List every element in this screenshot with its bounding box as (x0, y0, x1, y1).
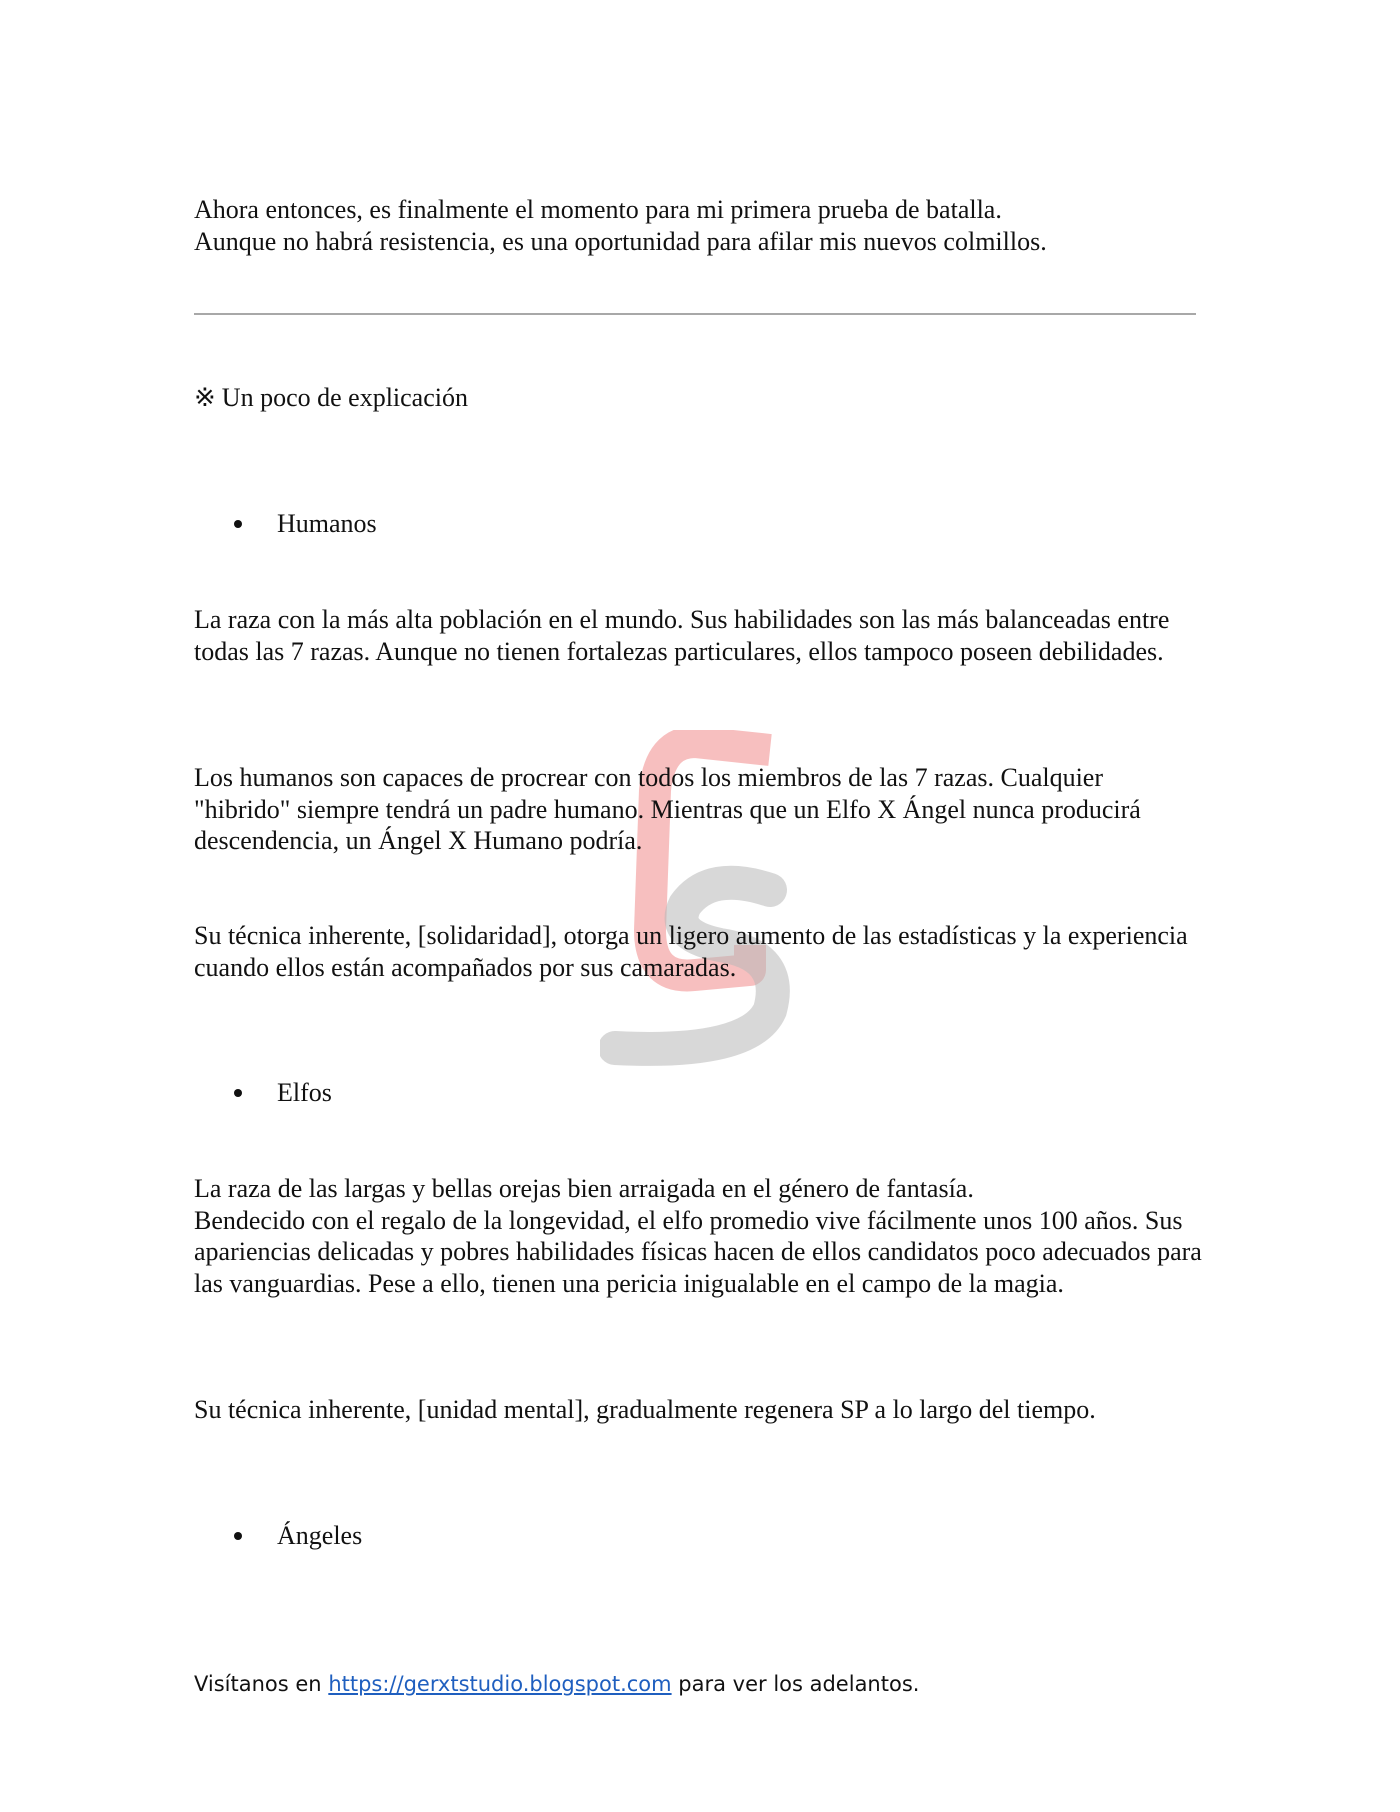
bullet-dot-icon (234, 1532, 242, 1540)
humanos-paragraph-3 (194, 920, 1204, 983)
bullet-dot-icon (234, 1089, 242, 1097)
footer-note (194, 1669, 919, 1699)
bullet-label-angeles: Ángeles (277, 1521, 363, 1550)
footer-suffix: para ver los adelantos. (678, 1672, 920, 1696)
elfos-paragraph-1 (194, 1173, 1204, 1299)
bullet-label-elfos: Elfos (277, 1078, 332, 1107)
intro-paragraph (194, 194, 1204, 257)
elfos-p1-line-2: Bendecido con el regalo de la longevidad, el elfo promedio vive fácilmente unos 100 años. Sus apariencias delicadas y pobres habilidades físicas hacen de ellos candidatos poco adecuados para las vanguardias. Pese a ello, tienen una pericia inigualable en el campo de la magia. (194, 1205, 1202, 1298)
explanation-title: Un poco de explicación (221, 383, 468, 412)
bullet-dot-icon (234, 520, 242, 528)
blog-link[interactable]: https://gerxtstudio.blogspot.com (328, 1672, 672, 1696)
elfos-paragraph-2 (194, 1394, 1204, 1426)
reference-mark-icon: ※ (194, 383, 216, 412)
humanos-p2-text: Los humanos son capaces de procrear con todos los miembros de las 7 razas. Cualquier "hibrido" siempre tendrá un padre humano. Mientras que un Elfo X Ángel nunca producirá descendencia, un Ángel X Humano podría. (194, 763, 1141, 855)
bullet-label-humanos: Humanos (277, 509, 377, 538)
footer-prefix: Visítanos en (194, 1672, 322, 1696)
horizontal-divider (194, 313, 1196, 315)
humanos-p1-text: La raza con la más alta población en el mundo. Sus habilidades son las más balanceadas entre todas las 7 razas. Aunque no tienen fortalezas particulares, ellos tampoco poseen debilidades. (194, 605, 1170, 666)
elfos-p1-line-1: La raza de las largas y bellas orejas bien arraigada en el género de fantasía. (194, 1174, 974, 1203)
humanos-paragraph-2 (194, 762, 1204, 857)
elfos-p2-text: Su técnica inherente, [unidad mental], gradualmente regenera SP a lo largo del tiempo. (194, 1395, 1096, 1424)
humanos-paragraph-1 (194, 604, 1204, 667)
explanation-heading (194, 382, 468, 413)
intro-line-2: Aunque no habrá resistencia, es una oportunidad para afilar mis nuevos colmillos. (194, 226, 1047, 256)
intro-line-1: Ahora entonces, es finalmente el momento para mi primera prueba de batalla. (194, 195, 1002, 224)
humanos-p3-text: Su técnica inherente, [solidaridad], otorga un ligero aumento de las estadísticas y la experiencia cuando ellos están acompañados por sus camaradas. (194, 921, 1188, 982)
